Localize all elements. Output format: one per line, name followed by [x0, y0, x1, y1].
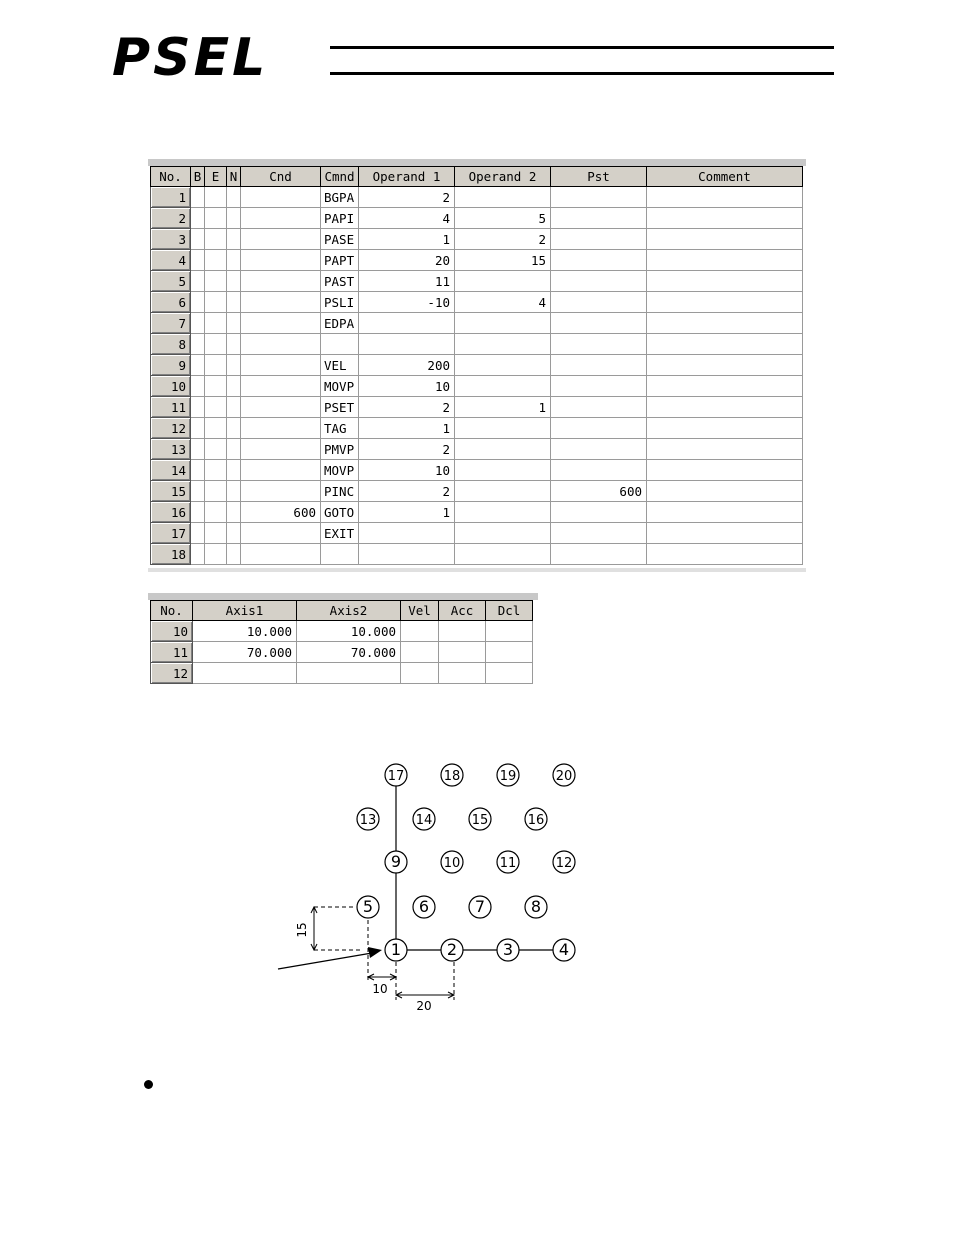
pst-cell[interactable]: [551, 187, 647, 208]
pos-row-number[interactable]: 12: [151, 663, 193, 684]
program-row[interactable]: [151, 313, 803, 334]
grid-point-label: 4: [558, 940, 570, 959]
e-cell[interactable]: [205, 271, 227, 292]
n-cell[interactable]: [227, 460, 241, 481]
operand2-cell[interactable]: [455, 523, 551, 544]
cnd-cell[interactable]: [241, 208, 321, 229]
row-number[interactable]: 18: [151, 544, 191, 565]
row-number[interactable]: 5: [151, 271, 191, 292]
grid-point-label: 16: [527, 813, 545, 828]
n-cell[interactable]: [227, 544, 241, 565]
operand1-cell[interactable]: 200: [359, 355, 455, 376]
comment-cell[interactable]: [647, 481, 803, 502]
program-row[interactable]: [151, 439, 803, 460]
cmnd-cell[interactable]: PAPT: [321, 250, 359, 271]
pos-col-dcl[interactable]: Dcl: [486, 601, 533, 621]
operand1-cell[interactable]: [359, 313, 455, 334]
cmnd-cell[interactable]: BGPA: [321, 187, 359, 208]
comment-cell[interactable]: [647, 544, 803, 565]
comment-cell[interactable]: [647, 229, 803, 250]
grid-point-label: 9: [390, 852, 402, 871]
grid-point-label: 5: [362, 897, 374, 916]
cnd-cell[interactable]: [241, 439, 321, 460]
comment-cell[interactable]: [647, 460, 803, 481]
col-n[interactable]: N: [227, 167, 241, 187]
grid-point-label: 13: [359, 813, 377, 828]
col-pst[interactable]: Pst: [551, 167, 647, 187]
grid-point-label: 12: [555, 856, 573, 871]
operand2-cell[interactable]: [455, 187, 551, 208]
break-cell[interactable]: [191, 544, 205, 565]
cnd-cell[interactable]: [241, 544, 321, 565]
cnd-cell[interactable]: 600: [241, 502, 321, 523]
vel-cell[interactable]: [401, 663, 439, 684]
break-cell[interactable]: [191, 460, 205, 481]
pst-cell[interactable]: [551, 334, 647, 355]
row-number[interactable]: 15: [151, 481, 191, 502]
cnd-cell[interactable]: [241, 229, 321, 250]
program-row[interactable]: [151, 376, 803, 397]
cnd-cell[interactable]: [241, 418, 321, 439]
program-row[interactable]: [151, 250, 803, 271]
axis2-cell[interactable]: [297, 663, 401, 684]
axis2-cell[interactable]: 70.000: [297, 642, 401, 663]
program-row[interactable]: [151, 523, 803, 544]
program-row[interactable]: [151, 334, 803, 355]
e-cell[interactable]: [205, 523, 227, 544]
vel-cell[interactable]: [401, 621, 439, 642]
cmnd-cell[interactable]: PINC: [321, 481, 359, 502]
cnd-cell[interactable]: [241, 271, 321, 292]
row-number[interactable]: 11: [151, 397, 191, 418]
grid-point-label: 8: [530, 897, 542, 916]
operand1-cell[interactable]: [359, 544, 455, 565]
grid-point-label: 3: [502, 940, 514, 959]
comment-cell[interactable]: [647, 292, 803, 313]
e-cell[interactable]: [205, 481, 227, 502]
position-row[interactable]: [151, 621, 533, 642]
operand1-cell[interactable]: -10: [359, 292, 455, 313]
operand2-cell[interactable]: [455, 313, 551, 334]
comment-cell[interactable]: [647, 334, 803, 355]
pst-cell[interactable]: [551, 460, 647, 481]
break-cell[interactable]: [191, 271, 205, 292]
cmnd-cell[interactable]: TAG: [321, 418, 359, 439]
cmnd-cell[interactable]: PMVP: [321, 439, 359, 460]
cnd-cell[interactable]: [241, 250, 321, 271]
operand2-cell[interactable]: [455, 355, 551, 376]
n-cell[interactable]: [227, 208, 241, 229]
program-row[interactable]: [151, 208, 803, 229]
grid-point-label: 11: [499, 856, 517, 871]
cmnd-cell[interactable]: GOTO: [321, 502, 359, 523]
row-number[interactable]: 7: [151, 313, 191, 334]
n-cell[interactable]: [227, 334, 241, 355]
e-cell[interactable]: [205, 355, 227, 376]
acc-cell[interactable]: [439, 642, 486, 663]
col-no[interactable]: No.: [151, 167, 191, 187]
cnd-cell[interactable]: [241, 523, 321, 544]
grid-point-label: 6: [418, 897, 430, 916]
row-number[interactable]: 13: [151, 439, 191, 460]
n-cell[interactable]: [227, 523, 241, 544]
vel-cell[interactable]: [401, 642, 439, 663]
cmnd-cell[interactable]: VEL: [321, 355, 359, 376]
operand1-cell[interactable]: 20: [359, 250, 455, 271]
comment-cell[interactable]: [647, 523, 803, 544]
operand1-cell[interactable]: 10: [359, 460, 455, 481]
operand2-cell[interactable]: [455, 460, 551, 481]
operand2-cell[interactable]: 1: [455, 397, 551, 418]
n-cell[interactable]: [227, 439, 241, 460]
operand1-cell[interactable]: 2: [359, 187, 455, 208]
col-b[interactable]: B: [191, 167, 205, 187]
position-table-header: [151, 601, 533, 621]
grid-point-label: 17: [387, 769, 405, 784]
psel-logo: [112, 30, 837, 80]
pst-cell[interactable]: [551, 208, 647, 229]
cnd-cell[interactable]: [241, 376, 321, 397]
n-cell[interactable]: [227, 355, 241, 376]
program-row[interactable]: [151, 229, 803, 250]
pst-cell[interactable]: [551, 250, 647, 271]
pos-col-no[interactable]: No.: [151, 601, 193, 621]
operand2-cell[interactable]: 5: [455, 208, 551, 229]
pos-row-number[interactable]: 10: [151, 621, 193, 642]
cnd-cell[interactable]: [241, 334, 321, 355]
comment-cell[interactable]: [647, 355, 803, 376]
col-operand2[interactable]: Operand 2: [455, 167, 551, 187]
break-cell[interactable]: [191, 355, 205, 376]
program-row[interactable]: [151, 271, 803, 292]
operand1-cell[interactable]: 2: [359, 481, 455, 502]
row-number[interactable]: 2: [151, 208, 191, 229]
pst-cell[interactable]: [551, 523, 647, 544]
operand2-cell[interactable]: [455, 271, 551, 292]
comment-cell[interactable]: [647, 418, 803, 439]
operand2-cell[interactable]: [455, 481, 551, 502]
reference-arrow-head: [368, 947, 382, 958]
pst-cell[interactable]: [551, 229, 647, 250]
cmnd-cell[interactable]: PAPI: [321, 208, 359, 229]
operand1-cell[interactable]: 1: [359, 229, 455, 250]
pst-cell[interactable]: [551, 418, 647, 439]
cnd-cell[interactable]: [241, 355, 321, 376]
row-number[interactable]: 10: [151, 376, 191, 397]
break-cell[interactable]: [191, 292, 205, 313]
cnd-cell[interactable]: [241, 313, 321, 334]
operand2-cell[interactable]: [455, 418, 551, 439]
operand1-cell[interactable]: 2: [359, 397, 455, 418]
program-row[interactable]: [151, 397, 803, 418]
break-cell[interactable]: [191, 229, 205, 250]
break-cell[interactable]: [191, 523, 205, 544]
grid-point-label: 14: [415, 813, 433, 828]
program-row[interactable]: [151, 187, 803, 208]
operand1-cell[interactable]: 10: [359, 376, 455, 397]
n-cell[interactable]: [227, 271, 241, 292]
n-cell[interactable]: [227, 502, 241, 523]
n-cell[interactable]: [227, 187, 241, 208]
row-number[interactable]: 16: [151, 502, 191, 523]
program-row[interactable]: [151, 502, 803, 523]
pst-cell[interactable]: [551, 502, 647, 523]
operand1-cell[interactable]: 1: [359, 418, 455, 439]
program-row[interactable]: [151, 460, 803, 481]
pos-col-vel[interactable]: Vel: [401, 601, 439, 621]
n-cell[interactable]: [227, 313, 241, 334]
pst-cell[interactable]: [551, 439, 647, 460]
grid-point-label: 15: [471, 813, 489, 828]
cmnd-cell[interactable]: EXIT: [321, 523, 359, 544]
cnd-cell[interactable]: [241, 481, 321, 502]
comment-cell[interactable]: [647, 397, 803, 418]
position-table: [150, 600, 533, 684]
cnd-cell[interactable]: [241, 187, 321, 208]
n-cell[interactable]: [227, 397, 241, 418]
break-cell[interactable]: [191, 439, 205, 460]
cmnd-cell[interactable]: PAST: [321, 271, 359, 292]
pst-cell[interactable]: [551, 355, 647, 376]
cnd-cell[interactable]: [241, 460, 321, 481]
pos-col-axis2[interactable]: Axis2: [297, 601, 401, 621]
acc-cell[interactable]: [439, 621, 486, 642]
comment-cell[interactable]: [647, 313, 803, 334]
position-row[interactable]: [151, 642, 533, 663]
comment-cell[interactable]: [647, 502, 803, 523]
break-cell[interactable]: [191, 481, 205, 502]
operand1-cell[interactable]: 11: [359, 271, 455, 292]
position-row[interactable]: [151, 663, 533, 684]
pst-cell[interactable]: 600: [551, 481, 647, 502]
col-cnd[interactable]: Cnd: [241, 167, 321, 187]
grid-point-label: 2: [446, 940, 458, 959]
comment-cell[interactable]: [647, 208, 803, 229]
operand1-cell[interactable]: [359, 523, 455, 544]
position-table-window-edge: [148, 593, 538, 600]
break-cell[interactable]: [191, 208, 205, 229]
acc-cell[interactable]: [439, 663, 486, 684]
break-cell[interactable]: [191, 397, 205, 418]
e-cell[interactable]: [205, 313, 227, 334]
reference-arrow-line: [278, 953, 372, 969]
grid-point-label: 1: [390, 940, 402, 959]
operand1-cell[interactable]: [359, 334, 455, 355]
pst-cell[interactable]: [551, 313, 647, 334]
program-table: [150, 166, 803, 565]
bullet-point: [144, 1080, 153, 1089]
program-row[interactable]: [151, 292, 803, 313]
operand2-cell[interactable]: [455, 439, 551, 460]
header-rule-top: [330, 46, 834, 49]
operand2-cell[interactable]: [455, 376, 551, 397]
program-table-header: [151, 167, 803, 187]
axis1-cell[interactable]: [193, 663, 297, 684]
grid-point-label: 20: [555, 769, 573, 784]
operand2-cell[interactable]: 15: [455, 250, 551, 271]
grid-point-label: 10: [443, 856, 461, 871]
axis1-cell[interactable]: 70.000: [193, 642, 297, 663]
pos-col-axis1[interactable]: Axis1: [193, 601, 297, 621]
operand1-cell[interactable]: 4: [359, 208, 455, 229]
e-cell[interactable]: [205, 292, 227, 313]
comment-cell[interactable]: [647, 439, 803, 460]
n-cell[interactable]: [227, 229, 241, 250]
row-number[interactable]: 6: [151, 292, 191, 313]
grid-point-label: 7: [474, 897, 486, 916]
break-cell[interactable]: [191, 502, 205, 523]
dcl-cell[interactable]: [486, 621, 533, 642]
e-cell[interactable]: [205, 502, 227, 523]
dim-10-label: 10: [372, 982, 388, 996]
program-table-window-edge: [148, 159, 806, 166]
cmnd-cell[interactable]: [321, 334, 359, 355]
col-comment[interactable]: Comment: [647, 167, 803, 187]
program-row[interactable]: [151, 481, 803, 502]
operand2-cell[interactable]: 2: [455, 229, 551, 250]
axis2-cell[interactable]: 10.000: [297, 621, 401, 642]
pos-row-number[interactable]: 11: [151, 642, 193, 663]
e-cell[interactable]: [205, 418, 227, 439]
dcl-cell[interactable]: [486, 642, 533, 663]
n-cell[interactable]: [227, 418, 241, 439]
logo-text: PSEL: [112, 30, 269, 80]
comment-cell[interactable]: [647, 187, 803, 208]
program-table-scroll-edge: [148, 568, 806, 572]
operand2-cell[interactable]: [455, 544, 551, 565]
header-rule-bottom: [330, 72, 834, 75]
program-row[interactable]: [151, 355, 803, 376]
grid-point-label: 18: [443, 769, 461, 784]
palletizing-diagram: [270, 750, 600, 1020]
e-cell[interactable]: [205, 460, 227, 481]
n-cell[interactable]: [227, 250, 241, 271]
pst-cell[interactable]: [551, 397, 647, 418]
row-number[interactable]: 9: [151, 355, 191, 376]
program-row[interactable]: [151, 544, 803, 565]
break-cell[interactable]: [191, 334, 205, 355]
row-number[interactable]: 1: [151, 187, 191, 208]
row-number[interactable]: 14: [151, 460, 191, 481]
dcl-cell[interactable]: [486, 663, 533, 684]
program-row[interactable]: [151, 418, 803, 439]
row-number[interactable]: 8: [151, 334, 191, 355]
col-operand1[interactable]: Operand 1: [359, 167, 455, 187]
e-cell[interactable]: [205, 208, 227, 229]
n-cell[interactable]: [227, 376, 241, 397]
cmnd-cell[interactable]: EDPA: [321, 313, 359, 334]
pst-cell[interactable]: [551, 271, 647, 292]
grid-point-label: 19: [499, 769, 517, 784]
pos-col-acc[interactable]: Acc: [439, 601, 486, 621]
e-cell[interactable]: [205, 439, 227, 460]
e-cell[interactable]: [205, 334, 227, 355]
cmnd-cell[interactable]: PASE: [321, 229, 359, 250]
dim-20-label: 20: [416, 999, 432, 1013]
row-number[interactable]: 3: [151, 229, 191, 250]
comment-cell[interactable]: [647, 376, 803, 397]
row-number[interactable]: 4: [151, 250, 191, 271]
n-cell[interactable]: [227, 481, 241, 502]
cmnd-cell[interactable]: PSLI: [321, 292, 359, 313]
cnd-cell[interactable]: [241, 292, 321, 313]
col-cmnd[interactable]: Cmnd: [321, 167, 359, 187]
col-e[interactable]: E: [205, 167, 227, 187]
cmnd-cell[interactable]: [321, 544, 359, 565]
operand1-cell[interactable]: 2: [359, 439, 455, 460]
e-cell[interactable]: [205, 229, 227, 250]
cnd-cell[interactable]: [241, 397, 321, 418]
comment-cell[interactable]: [647, 250, 803, 271]
operand2-cell[interactable]: [455, 334, 551, 355]
row-number[interactable]: 17: [151, 523, 191, 544]
pst-cell[interactable]: [551, 292, 647, 313]
e-cell[interactable]: [205, 187, 227, 208]
cmnd-cell[interactable]: PSET: [321, 397, 359, 418]
break-cell[interactable]: [191, 250, 205, 271]
row-number[interactable]: 12: [151, 418, 191, 439]
operand2-cell[interactable]: 4: [455, 292, 551, 313]
pst-cell[interactable]: [551, 376, 647, 397]
break-cell[interactable]: [191, 376, 205, 397]
break-cell[interactable]: [191, 187, 205, 208]
break-cell[interactable]: [191, 313, 205, 334]
e-cell[interactable]: [205, 397, 227, 418]
n-cell[interactable]: [227, 292, 241, 313]
comment-cell[interactable]: [647, 271, 803, 292]
operand1-cell[interactable]: 1: [359, 502, 455, 523]
break-cell[interactable]: [191, 418, 205, 439]
operand2-cell[interactable]: [455, 502, 551, 523]
e-cell[interactable]: [205, 250, 227, 271]
dim-15-label: 15: [295, 922, 309, 938]
cmnd-cell[interactable]: MOVP: [321, 460, 359, 481]
e-cell[interactable]: [205, 376, 227, 397]
pst-cell[interactable]: [551, 544, 647, 565]
e-cell[interactable]: [205, 544, 227, 565]
cmnd-cell[interactable]: MOVP: [321, 376, 359, 397]
axis1-cell[interactable]: 10.000: [193, 621, 297, 642]
